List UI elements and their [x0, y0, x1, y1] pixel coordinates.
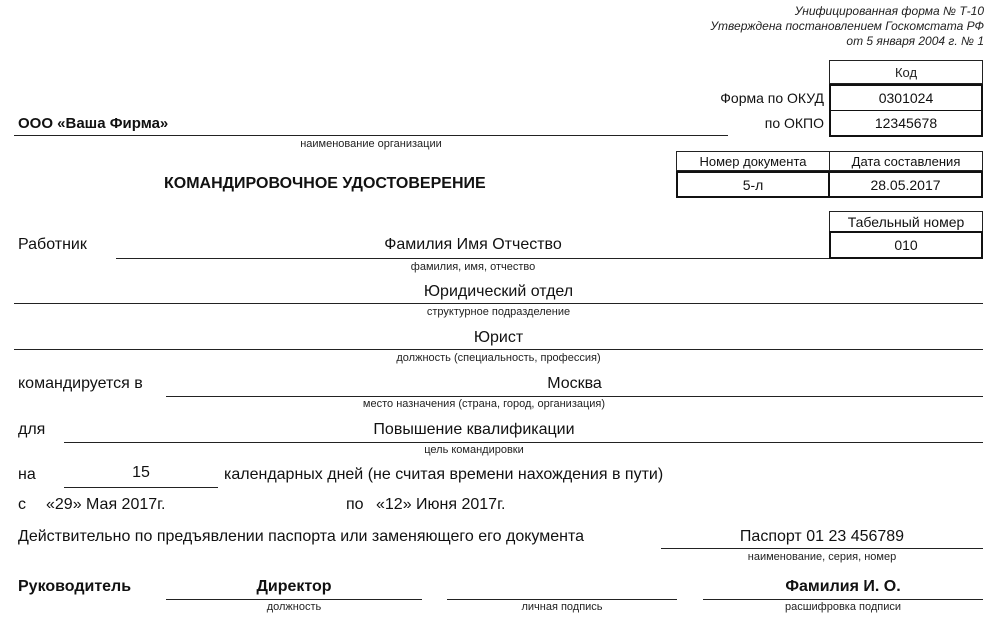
validity-text: Действительно по предъявлении паспорта или заменяющего его документа: [18, 528, 584, 545]
doc-number-header: Номер документа: [676, 151, 830, 171]
manager-name: Фамилия И. О.: [785, 578, 901, 595]
purpose-label: для: [18, 421, 46, 438]
to-date: «12» Июня 2017г.: [376, 496, 506, 513]
manager-position-line: [166, 599, 422, 600]
employee-name-line: [116, 258, 829, 259]
purpose-caption: цель командировки: [424, 444, 524, 456]
doc-date-value: 28.05.2017: [828, 171, 983, 198]
from-label: с: [18, 496, 26, 513]
destination-caption: место назначения (страна, город, организация): [362, 398, 606, 410]
code-header: Код: [829, 60, 983, 84]
okud-label: Форма по ОКУД: [720, 90, 824, 106]
passport-value: Паспорт 01 23 456789: [739, 528, 905, 545]
document-title: КОМАНДИРОВОЧНОЕ УДОСТОВЕРЕНИЕ: [164, 175, 486, 192]
purpose-value: Повышение квалификации: [373, 421, 575, 438]
manager-name-caption: расшифровка подписи: [784, 601, 902, 613]
position-value: Юрист: [473, 329, 524, 346]
organization-line: [14, 135, 728, 136]
department-value: Юридический отдел: [423, 283, 574, 300]
okpo-value: 12345678: [874, 115, 938, 131]
position-line: [14, 349, 983, 350]
manager-label: Руководитель: [18, 578, 132, 595]
department-line: [14, 303, 983, 304]
passport-caption: наименование, серия, номер: [747, 551, 897, 563]
days-text: календарных дней (не считая времени нахождения в пути): [224, 466, 664, 483]
signature-line: [447, 599, 677, 600]
days-line: [64, 487, 218, 488]
tab-number-header: Табельный номер: [829, 211, 983, 232]
organization-caption: наименование организации: [300, 138, 442, 150]
form-header-line3: от 5 января 2004 г. № 1: [846, 34, 984, 48]
days-label: на: [18, 466, 36, 483]
signature-caption: личная подпись: [521, 601, 603, 613]
form-header-line2: Утверждена постановлением Госкомстата РФ: [710, 19, 984, 33]
okpo-label: по ОКПО: [764, 115, 824, 131]
sent-label: командируется в: [18, 375, 143, 392]
purpose-line: [64, 442, 983, 443]
okud-value: 0301024: [878, 90, 934, 106]
destination-line: [166, 396, 983, 397]
employee-name: Фамилия Имя Отчество: [384, 236, 562, 253]
form-header-line1: Унифицированная форма № Т-10: [794, 4, 984, 18]
passport-line: [661, 548, 983, 549]
tab-number-value: 010: [829, 231, 983, 259]
doc-date-header: Дата составления: [829, 151, 983, 171]
to-label: по: [346, 496, 364, 513]
manager-position-caption: должность: [266, 601, 322, 613]
organization-name: ООО «Ваша Фирма»: [18, 115, 169, 132]
from-date: «29» Мая 2017г.: [46, 496, 166, 513]
destination-value: Москва: [547, 375, 602, 392]
employee-name-caption: фамилия, имя, отчество: [410, 261, 536, 273]
doc-number-value: 5-л: [676, 171, 830, 198]
position-caption: должность (специальность, профессия): [396, 352, 601, 364]
manager-position: Директор: [256, 578, 332, 595]
manager-name-line: [703, 599, 983, 600]
department-caption: структурное подразделение: [426, 306, 571, 318]
form-header: [710, 4, 984, 49]
employee-label: Работник: [18, 236, 87, 253]
days-value: 15: [132, 464, 150, 481]
